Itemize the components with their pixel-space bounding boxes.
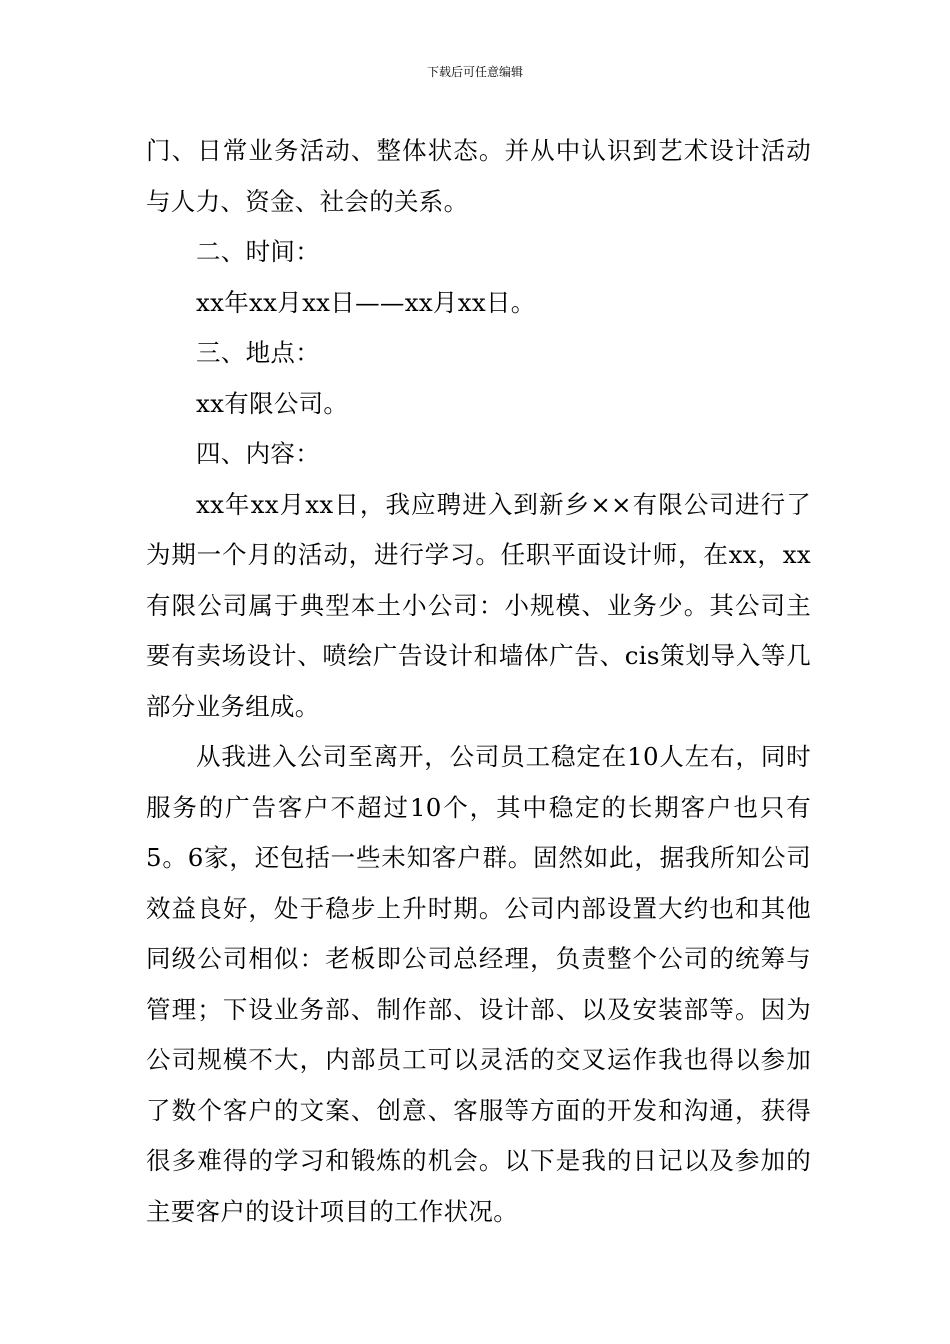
heading-time: 二、时间： [196, 237, 320, 266]
paragraph-location: xx有限公司。 [196, 388, 349, 418]
paragraph-time-range: xx年xx月xx日——xx月xx日。 [196, 287, 536, 317]
paragraph-company-overview: xx年xx月xx日，我应聘进入到新乡××有限公司进行了为期一个月的活动，进行学习。任职平面设计师，在xx，xx有限公司属于典型本土小公司：小规模、业务少。其公司主要有卖场设计、喷绘广告设计和墙体广告、cis策划导入等几部分业务组成。 [146, 489, 811, 721]
paragraph-company-details: 从我进入公司至离开，公司员工稳定在10人左右，同时服务的广告客户不超过10个，其中稳定的长期客户也只有5。6家，还包括一些未知客户群。固然如此，据我所知公司效益良好，处于稳步上升时期。公司内部设置大约也和其他同级公司相似：老板即公司总经理，负责整个公司的统筹与管理；下设业务部、制作部、设计部、以及安装部等。因为公司规模不大，内部员工可以灵活的交叉运作我也得以参加了数个客户的文案、创意、客服等方面的开发和沟通，获得很多难得的学习和锻炼的机会。以下是我的日记以及参加的主要客户的设计项目的工作状况。 [146, 742, 811, 1226]
document-body [146, 126, 811, 1237]
heading-content: 四、内容： [196, 439, 320, 468]
paragraph-intro-continuation: 门、日常业务活动、整体状态。并从中认识到艺术设计活动与人力、资金、社会的关系。 [146, 136, 811, 216]
heading-location: 三、地点： [196, 338, 320, 367]
page-header: 下载后可任意编辑 [426, 65, 523, 79]
